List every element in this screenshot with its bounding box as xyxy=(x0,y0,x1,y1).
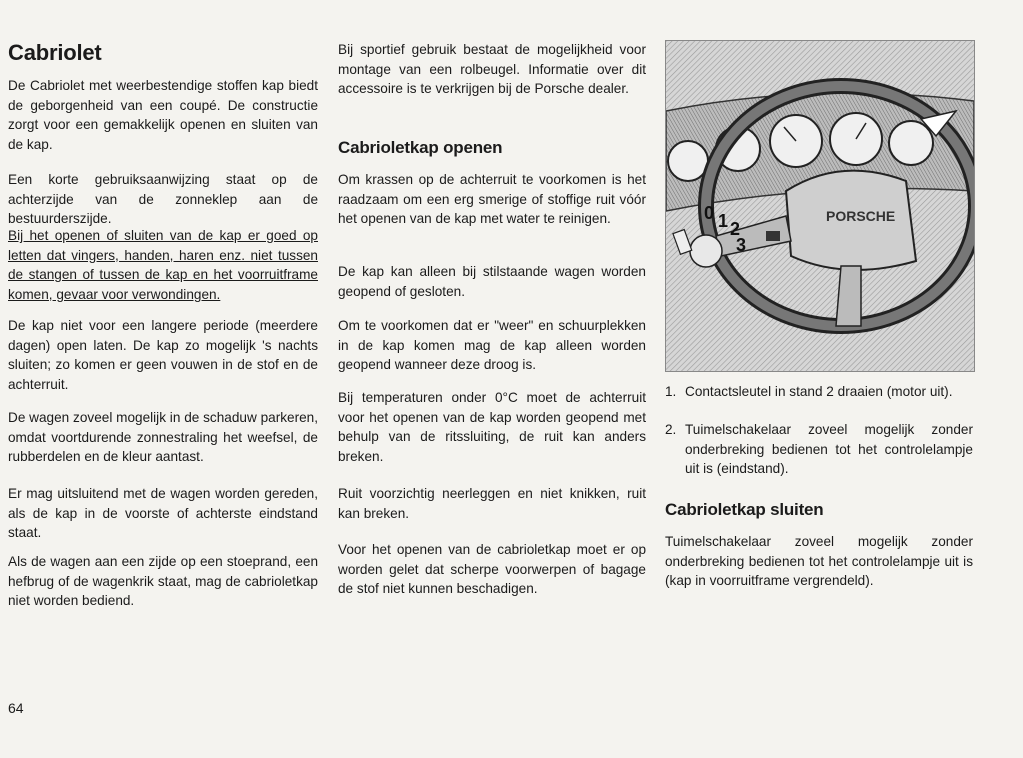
rocker-switch-icon xyxy=(766,231,780,241)
paragraph: De Cabriolet met weerbestendige stoffen kap biedt de geborgenheid van een coupé. De constructie zorgt voor een gemakkelijk openen en sluiten van de kap. xyxy=(8,78,318,152)
svg-text:1: 1 xyxy=(718,211,729,231)
paragraph: Om te voorkomen dat er "weer" en schuurplekken in de kap komen mag de kap alleen worden geopend wanneer deze droog is. xyxy=(338,318,646,372)
paragraph: Als de wagen aan een zijde op een stoeprand, een hefbrug of de wagenkrik staat, mag de cabrioletkap niet worden bediend. xyxy=(8,554,318,608)
warning-paragraph: Bij het openen of sluiten van de kap er goed op letten dat vingers, handen, haren enz. niet tussen de stangen of tussen de kap en het voorruitframe komen, gevaar voor verwondingen. xyxy=(8,228,318,302)
paragraph: Voor het openen van de cabrioletkap moet er op worden gelet dat scherpe voorwerpen of bagage de stof niet kunnen beschadigen. xyxy=(338,542,646,596)
paragraph: Een korte gebruiksaanwijzing staat op de achterzijde van de zonneklep aan de bestuurderszijde. xyxy=(8,172,318,226)
dashboard-illustration xyxy=(665,40,975,372)
section-heading-close: Cabrioletkap sluiten xyxy=(665,500,824,519)
svg-text:3: 3 xyxy=(736,235,747,255)
porsche-logo-text: PORSCHE xyxy=(826,208,896,224)
paragraph: Bij sportief gebruik bestaat de mogelijkheid voor montage van een rolbeugel. Informatie over dit accessoire is te verkrijgen bij de Porsche dealer. xyxy=(338,42,646,96)
paragraph: Om krassen op de achterruit te voorkomen is het raadzaam om een erg smerige of stoffige ruit vóór het openen van de kap met water te reinigen. xyxy=(338,172,646,226)
section-heading-open: Cabrioletkap openen xyxy=(338,138,503,157)
page-number: 64 xyxy=(8,700,24,716)
paragraph: Bij temperaturen onder 0°C moet de achterruit voor het openen van de kap worden geopend met behulp van de ritssluiting, de ruit kan anders breken. xyxy=(338,390,646,464)
paragraph: Er mag uitsluitend met de wagen worden gereden, als de kap in de voorste of achterste eindstand staat. xyxy=(8,486,318,540)
paragraph: Ruit voorzichtig neerleggen en niet knikken, ruit kan breken. xyxy=(338,486,646,521)
svg-text:2: 2 xyxy=(730,219,741,239)
list-item xyxy=(665,382,973,402)
svg-text:0: 0 xyxy=(704,203,715,223)
step-number: 1. xyxy=(665,384,677,399)
paragraph: Tuimelschakelaar zoveel mogelijk zonder onderbreking bedienen tot het controlelampje uit is (kap in voorruitframe vergrendeld). xyxy=(665,534,973,588)
paragraph: De kap kan alleen bij stilstaande wagen worden geopend of gesloten. xyxy=(338,264,646,299)
step-number: 2. xyxy=(665,422,677,437)
steering-wheel-illustration xyxy=(666,41,974,371)
list-item xyxy=(665,420,973,479)
step-text: Contactsleutel in stand 2 draaien (motor uit). xyxy=(685,384,953,399)
step-text: Tuimelschakelaar zoveel mogelijk zonder onderbreking bedienen tot het controlelampje uit is (eindstand). xyxy=(685,422,973,476)
paragraph: De kap niet voor een langere periode (meerdere dagen) open laten. De kap zo mogelijk 's nachts sluiten; zo komen er geen vouwen in de stof en de achterruit. xyxy=(8,318,318,392)
page-title: Cabriolet xyxy=(8,40,102,65)
paragraph: De wagen zoveel mogelijk in de schaduw parkeren, omdat voortdurende zonnestraling het weefsel, de rubberdelen en de kleur aantast. xyxy=(8,410,318,464)
